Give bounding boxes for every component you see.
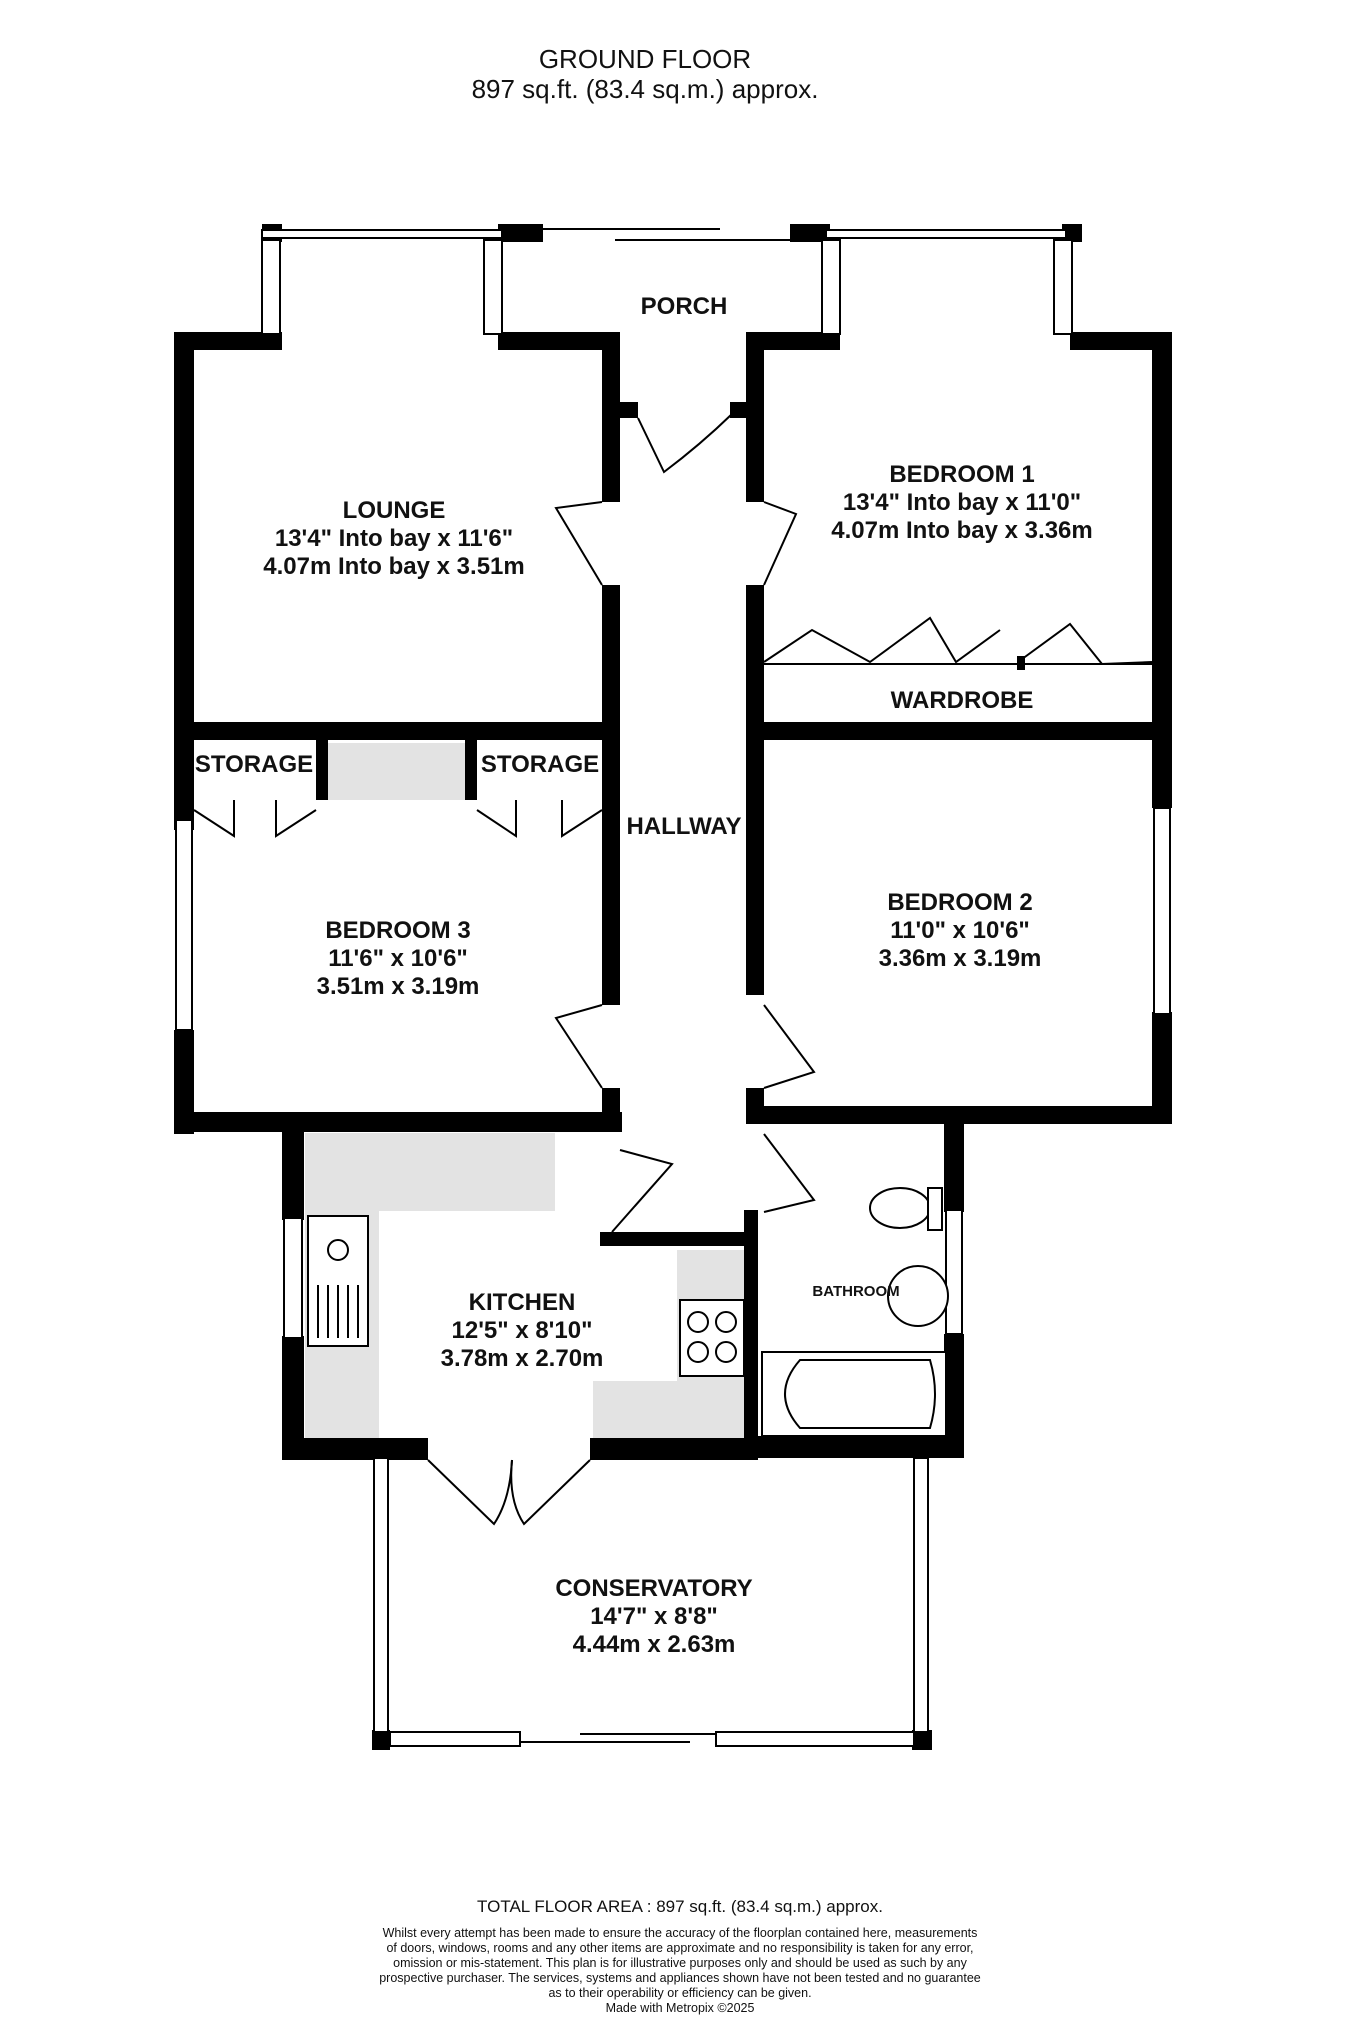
total-floor-area: TOTAL FLOOR AREA : 897 sq.ft. (83.4 sq.m.) approx.: [477, 1897, 883, 1916]
storage-door-l2: [276, 800, 316, 836]
wall-porch-right-stub: [730, 402, 748, 418]
wall-storage-divider-r: [465, 738, 477, 800]
hob-ring-2: [716, 1312, 736, 1332]
label-bed3: BEDROOM 3: [325, 917, 471, 944]
label-lounge-metric: 4.07m Into bay x 3.51m: [263, 553, 525, 580]
window-cons-bottom-right: [716, 1732, 914, 1746]
wall-lounge-right-upper: [602, 332, 620, 502]
wall-bath-left-upper: [744, 1210, 758, 1246]
worktop-bottom-right: [593, 1381, 749, 1446]
disclaimer-line: omission or mis-statement. This plan is for illustrative purposes only and should be used as such by any: [393, 1956, 967, 1970]
door-bed1: [764, 502, 796, 585]
door-bathroom: [764, 1134, 814, 1212]
door-lounge: [556, 502, 602, 585]
window-lounge-bay-left: [262, 240, 280, 334]
window-cons-left: [374, 1458, 388, 1732]
toilet-cistern: [928, 1188, 942, 1230]
label-kitchen-imperial: 12'5" x 8'10": [451, 1317, 593, 1344]
storage-door-l1: [194, 800, 234, 836]
label-wardrobe: WARDROBE: [890, 687, 1034, 714]
hob-ring-3: [688, 1342, 708, 1362]
label-storage-left: STORAGE: [194, 751, 314, 778]
window-cons-bottom-left: [390, 1732, 520, 1746]
label-kitchen-metric: 3.78m x 2.70m: [440, 1345, 604, 1372]
wall-kitchen-hall: [600, 1232, 744, 1246]
bath-inner: [785, 1360, 935, 1428]
wall-bed1-left-upper: [746, 332, 764, 502]
label-bed2-metric: 3.36m x 3.19m: [878, 945, 1042, 972]
label-bed1: BEDROOM 1: [889, 461, 1035, 488]
window-bed3: [176, 820, 192, 1030]
wall-porch-left-stub: [620, 402, 638, 418]
wall-lounge-bottom: [174, 722, 620, 740]
wall-bed3-bottom: [174, 1112, 622, 1132]
wall-bed2-bottom: [746, 1106, 1172, 1124]
wardrobe-doors-right: [1018, 624, 1152, 664]
floor-area: 897 sq.ft. (83.4 sq.m.) approx.: [471, 74, 819, 104]
label-lounge-imperial: 13'4" Into bay x 11'6": [274, 525, 514, 552]
disclaimer-line: prospective purchaser. The services, systems and appliances shown have not been tested and no guarantee: [379, 1971, 981, 1985]
label-porch: PORCH: [640, 293, 728, 320]
bathroom-fixtures: [762, 1188, 948, 1436]
wall-kitchen-bottom-right: [590, 1438, 758, 1460]
hob: [680, 1300, 744, 1376]
bay-lounge-corner-r: [498, 224, 543, 242]
window-bed1-bay-right: [1054, 240, 1072, 334]
footer: [300, 1896, 1060, 2016]
disclaimer-line: as to their operability or efficiency can be given.: [548, 1986, 812, 2000]
label-conservatory-imperial: 14'7" x 8'8": [590, 1603, 718, 1630]
storage-door-r2: [562, 800, 602, 836]
wall-lounge-top-right: [498, 332, 620, 350]
wall-bed2-left-low: [746, 1088, 764, 1124]
storage-door-r1: [477, 800, 516, 836]
wardrobe-doors-left: [764, 618, 1000, 662]
window-bed1-bay-front: [826, 230, 1066, 238]
window-lounge-bay-front: [262, 230, 502, 238]
window-bathroom: [946, 1210, 962, 1334]
label-bed3-metric: 3.51m x 3.19m: [316, 973, 480, 1000]
label-conservatory-metric: 4.44m x 2.63m: [572, 1631, 736, 1658]
window-lounge-bay-right: [484, 240, 502, 334]
label-kitchen: KITCHEN: [468, 1289, 576, 1316]
floor-title: GROUND FLOOR: [538, 44, 752, 74]
window-cons-right: [914, 1458, 928, 1732]
disclaimer: [300, 1926, 1060, 2016]
label-storage-right: STORAGE: [480, 751, 600, 778]
label-bed2: BEDROOM 2: [887, 889, 1033, 916]
wardrobe-handle: [1017, 656, 1025, 670]
hob-ring-4: [716, 1342, 736, 1362]
sink-bowl: [328, 1240, 348, 1260]
wall-kitchen-bottom-left: [282, 1438, 428, 1460]
label-bathroom: BATHROOM: [812, 1283, 900, 1300]
door-kitchen: [612, 1150, 672, 1232]
cons-corner-tl: [372, 1446, 390, 1458]
made-with-credit: Made with Metropix ©2025: [605, 2001, 755, 2015]
window-bed1-bay-left: [822, 240, 840, 334]
label-lounge: LOUNGE: [342, 497, 446, 524]
label-bed1-metric: 4.07m Into bay x 3.36m: [831, 517, 1093, 544]
wall-kitchen-bath: [744, 1232, 758, 1444]
wall-kitchen-left-upper: [282, 1112, 304, 1220]
label-hallway: HALLWAY: [626, 813, 742, 840]
wall-lounge-right-mid: [602, 585, 620, 1005]
door-bed3: [556, 1005, 602, 1088]
wall-storage-divider-l: [316, 738, 328, 800]
toilet-pan: [870, 1188, 930, 1228]
cons-corner-tr: [912, 1446, 932, 1458]
wall-hall-left-low: [602, 1088, 620, 1132]
label-bed1-imperial: 13'4" Into bay x 11'0": [842, 489, 1082, 516]
label-conservatory: CONSERVATORY: [555, 1575, 753, 1602]
label-bed2-imperial: 11'0" x 10'6": [890, 917, 1030, 944]
disclaimer-line: of doors, windows, rooms and any other items are approximate and no responsibility is taken for any error,: [386, 1941, 974, 1955]
wall-bath-bottom: [758, 1436, 964, 1458]
door-cons-left: [428, 1460, 512, 1524]
disclaimer-line: Whilst every attempt has been made to ensure the accuracy of the floorplan contained here, measurements: [382, 1926, 978, 1940]
window-bed2: [1154, 808, 1170, 1014]
label-bed3-imperial: 11'6" x 10'6": [328, 945, 468, 972]
window-kitchen: [284, 1218, 302, 1338]
door-cons-right: [511, 1460, 590, 1524]
wall-bath-right-upper: [944, 1124, 964, 1212]
wall-bed1-left-mid: [746, 585, 764, 995]
wall-lounge-left: [174, 332, 194, 830]
hob-ring-1: [688, 1312, 708, 1332]
wall-bed1-bottom: [746, 722, 1172, 740]
cupboard-area: [328, 743, 465, 800]
door-porch: [638, 414, 732, 472]
door-bed2: [764, 1005, 814, 1088]
